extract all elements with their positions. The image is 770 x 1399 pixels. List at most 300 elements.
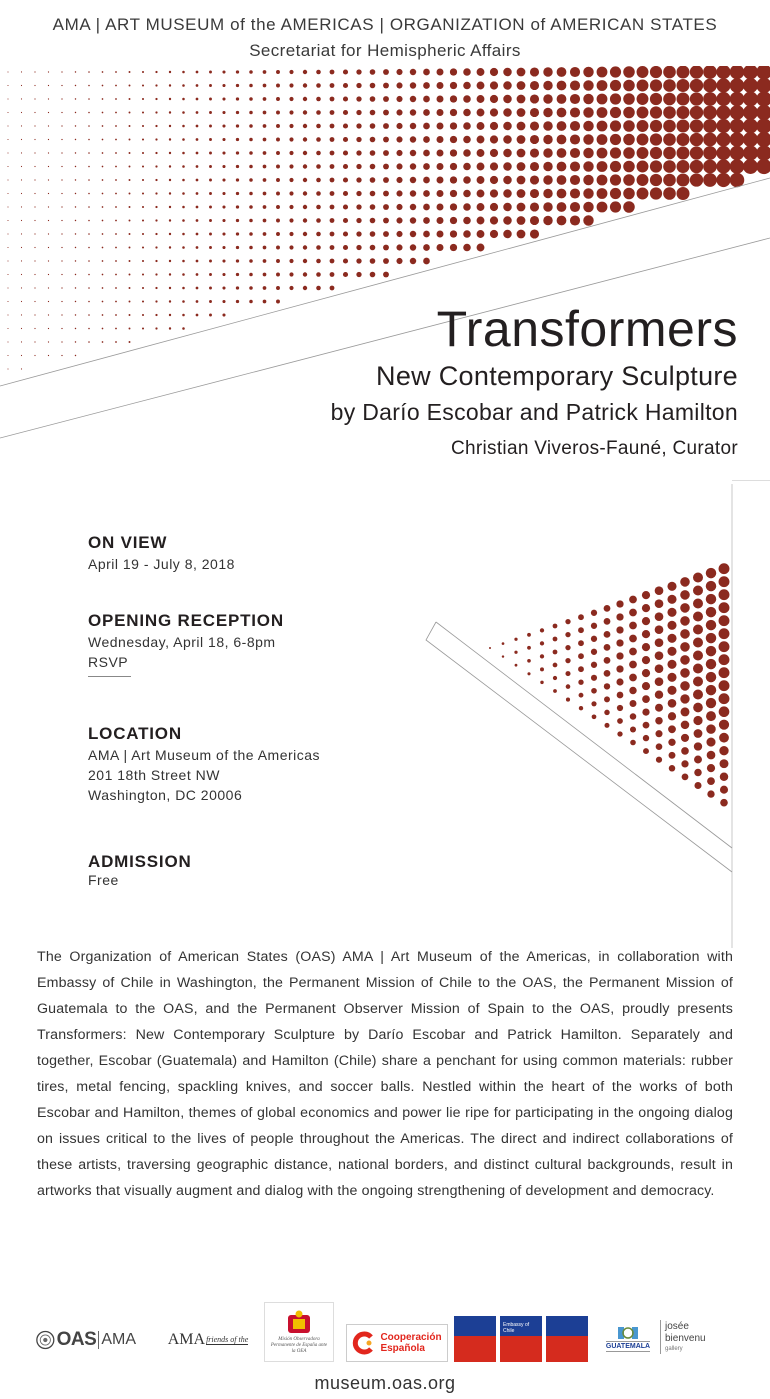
halftone-dot xyxy=(182,179,185,182)
halftone-dot xyxy=(703,92,717,106)
halftone-dot xyxy=(557,162,567,172)
halftone-dot xyxy=(61,71,62,72)
halftone-dot xyxy=(540,667,544,671)
halftone-dot xyxy=(668,699,677,708)
halftone-dot xyxy=(75,341,76,342)
halftone-dot xyxy=(570,107,580,117)
halftone-dot xyxy=(7,179,8,180)
halftone-dot xyxy=(115,139,117,141)
halftone-dot xyxy=(583,94,593,104)
halftone-dot xyxy=(463,230,471,238)
halftone-dot xyxy=(477,163,485,171)
halftone-dot xyxy=(102,247,104,249)
halftone-dot xyxy=(716,105,730,119)
halftone-dot xyxy=(570,202,580,212)
halftone-dot xyxy=(410,82,416,88)
halftone-dot xyxy=(694,756,702,764)
halftone-dot xyxy=(553,663,558,668)
halftone-dot xyxy=(410,96,416,102)
halftone-dot xyxy=(719,667,730,678)
halftone-dot xyxy=(490,176,498,184)
halftone-dot xyxy=(719,706,730,717)
halftone-dot xyxy=(75,112,76,113)
halftone-dot xyxy=(629,622,637,630)
halftone-dot xyxy=(155,84,157,86)
halftone-dot xyxy=(21,125,22,126)
halftone-dot xyxy=(263,232,267,236)
halftone-dot xyxy=(75,301,76,302)
halftone-dot xyxy=(34,193,35,194)
halftone-dot xyxy=(155,273,157,275)
halftone-dot xyxy=(663,187,676,200)
guatemala-text: GUATEMALA xyxy=(605,1342,651,1350)
halftone-dot xyxy=(680,629,690,639)
halftone-dot xyxy=(668,712,676,720)
halftone-dot xyxy=(61,179,62,180)
halftone-dot xyxy=(129,98,131,100)
halftone-dot xyxy=(343,231,348,236)
halftone-dot xyxy=(182,327,185,330)
halftone-dot xyxy=(303,83,307,87)
halftone-dot xyxy=(616,652,623,659)
halftone-dot xyxy=(75,206,76,207)
halftone-dot xyxy=(604,670,611,677)
halftone-dot xyxy=(503,176,512,185)
halftone-dot xyxy=(423,258,430,265)
halftone-dot xyxy=(370,123,376,129)
halftone-dot xyxy=(583,215,593,225)
halftone-dot xyxy=(289,124,293,128)
halftone-dot xyxy=(693,716,702,725)
halftone-dot xyxy=(383,164,389,170)
halftone-dot xyxy=(437,244,444,251)
admission-section xyxy=(88,852,408,888)
halftone-dot xyxy=(617,705,623,711)
halftone-dot xyxy=(21,85,22,86)
halftone-dot xyxy=(716,66,730,79)
halftone-dot xyxy=(703,119,717,133)
halftone-dot xyxy=(196,152,199,155)
halftone-dot xyxy=(463,149,471,157)
halftone-dot xyxy=(490,230,498,238)
halftone-dot xyxy=(557,189,567,199)
halftone-dot xyxy=(209,206,212,209)
halftone-dot xyxy=(48,71,49,72)
halftone-dot xyxy=(75,193,76,194)
halftone-dot xyxy=(410,136,416,142)
halftone-dot xyxy=(517,162,526,171)
halftone-dot xyxy=(680,681,690,691)
halftone-dot xyxy=(75,247,76,248)
halftone-dot xyxy=(655,612,664,621)
halftone-dot xyxy=(75,85,76,86)
halftone-dot xyxy=(530,108,539,117)
halftone-dot xyxy=(155,287,157,289)
halftone-dot xyxy=(668,725,676,733)
halftone-dot xyxy=(182,233,185,236)
halftone-dot xyxy=(289,191,293,195)
halftone-dot xyxy=(503,203,512,212)
halftone-dot xyxy=(616,678,623,685)
halftone-dot xyxy=(693,598,703,608)
halftone-dot xyxy=(693,663,703,673)
halftone-dot xyxy=(423,231,430,238)
halftone-dot xyxy=(343,96,348,101)
halftone-dot xyxy=(623,120,635,132)
header-line1: AMA | ART MUSEUM of the AMERICAS | ORGANIZATION of AMERICAN STATES xyxy=(52,15,718,34)
halftone-dot xyxy=(591,636,597,642)
halftone-dot xyxy=(169,233,171,235)
halftone-dot xyxy=(61,166,62,167)
halftone-dot xyxy=(515,664,518,667)
halftone-dot xyxy=(48,85,49,86)
halftone-dot xyxy=(343,258,348,263)
halftone-dot xyxy=(656,757,662,763)
halftone-dot xyxy=(61,98,62,99)
halftone-dot xyxy=(196,84,199,87)
halftone-dot xyxy=(530,67,539,76)
halftone-dot xyxy=(182,246,185,249)
ama-friends-logo[interactable] xyxy=(165,1324,251,1356)
halftone-dot xyxy=(463,68,471,76)
halftone-dot xyxy=(263,165,267,169)
halftone-dot xyxy=(370,150,376,156)
halftone-dot xyxy=(102,260,104,262)
halftone-dot xyxy=(34,260,35,261)
halftone-dot xyxy=(142,98,144,100)
halftone-dot xyxy=(169,71,171,73)
halftone-dot xyxy=(222,273,225,276)
halftone-dot xyxy=(155,206,157,208)
halftone-dot xyxy=(690,106,703,119)
halftone-dot xyxy=(530,229,539,238)
halftone-dot xyxy=(719,720,729,730)
halftone-dot xyxy=(222,300,225,303)
halftone-dot xyxy=(263,124,267,128)
halftone-dot xyxy=(643,748,649,754)
halftone-dot xyxy=(642,695,650,703)
halftone-dot xyxy=(182,314,185,317)
halftone-dot xyxy=(681,721,690,730)
halftone-dot xyxy=(182,300,185,303)
halftone-dot xyxy=(680,603,690,613)
halftone-dot xyxy=(396,244,402,250)
opening-time: Wednesday, April 18, 6-8pm xyxy=(88,634,276,650)
halftone-dot xyxy=(383,231,389,237)
halftone-dot xyxy=(597,148,608,159)
halftone-dot xyxy=(142,138,144,140)
halftone-dot xyxy=(720,759,729,768)
halftone-dot xyxy=(703,79,717,93)
halftone-dot xyxy=(540,628,544,632)
halftone-dot xyxy=(48,220,49,221)
halftone-dot xyxy=(477,68,485,76)
halftone-dot xyxy=(517,203,526,212)
halftone-dot xyxy=(236,286,239,289)
halftone-dot xyxy=(182,71,185,74)
halftone-dot xyxy=(719,746,728,755)
halftone-dot xyxy=(263,273,267,277)
halftone-dot xyxy=(743,66,758,79)
halftone-dot xyxy=(48,301,49,302)
halftone-dot xyxy=(583,67,593,77)
halftone-dot xyxy=(437,163,444,170)
halftone-dot xyxy=(719,589,730,600)
halftone-dot xyxy=(591,623,597,629)
halftone-dot xyxy=(343,218,348,223)
halftone-dot xyxy=(543,175,552,184)
halftone-dot xyxy=(75,152,76,153)
halftone-dot xyxy=(48,341,49,342)
halftone-dot xyxy=(7,341,8,342)
halftone-dot xyxy=(356,177,361,182)
halftone-dot xyxy=(303,124,307,128)
halftone-dot xyxy=(503,108,512,117)
halftone-dot xyxy=(655,586,664,595)
halftone-dot xyxy=(706,711,716,721)
halftone-dot xyxy=(61,206,62,207)
halftone-dot xyxy=(707,764,715,772)
halftone-dot xyxy=(578,666,584,672)
halftone-dot xyxy=(370,83,376,89)
halftone-dot xyxy=(61,85,62,86)
halftone-dot xyxy=(330,97,335,102)
halftone-dot xyxy=(437,217,444,224)
halftone-dot xyxy=(249,192,253,196)
halftone-dot xyxy=(21,274,22,275)
halftone-dot xyxy=(115,260,117,262)
halftone-dot xyxy=(570,134,580,144)
halftone-dot xyxy=(303,259,307,263)
halftone-dot xyxy=(7,152,8,153)
halftone-dot xyxy=(129,341,131,343)
halftone-dot xyxy=(289,272,293,276)
halftone-dot xyxy=(88,287,90,289)
halftone-dot xyxy=(690,79,703,92)
halftone-dot xyxy=(514,651,517,654)
halftone-dot xyxy=(316,272,321,277)
halftone-dot xyxy=(21,98,22,99)
halftone-dot xyxy=(383,272,389,278)
halftone-dot xyxy=(48,287,49,288)
halftone-dot xyxy=(222,178,225,181)
halftone-dot xyxy=(623,161,635,173)
halftone-dot xyxy=(48,247,49,248)
halftone-dot xyxy=(677,106,690,119)
halftone-dot xyxy=(316,218,321,223)
halftone-dot xyxy=(316,178,321,183)
halftone-dot xyxy=(142,165,144,167)
halftone-dot xyxy=(303,205,307,209)
halftone-dot xyxy=(222,111,225,114)
halftone-dot xyxy=(236,178,239,181)
halftone-dot xyxy=(410,69,416,75)
halftone-dot xyxy=(396,177,402,183)
halftone-dot xyxy=(209,219,212,222)
halftone-dot xyxy=(677,79,690,92)
halftone-dot xyxy=(34,112,35,113)
chile-mission-logo-2[interactable] xyxy=(546,1316,588,1362)
halftone-dot xyxy=(102,139,104,141)
halftone-dot xyxy=(343,191,348,196)
guatemala-crest-icon xyxy=(618,1325,638,1341)
halftone-dot xyxy=(61,301,62,302)
halftone-dot xyxy=(222,70,225,73)
guatemala-logo[interactable] xyxy=(600,1318,656,1358)
halftone-dot xyxy=(565,645,570,650)
halftone-dot xyxy=(356,96,361,101)
halftone-dot xyxy=(450,244,457,251)
halftone-dot xyxy=(61,260,62,261)
halftone-dot xyxy=(527,633,531,637)
halftone-dot xyxy=(249,178,253,182)
halftone-dot xyxy=(623,174,635,186)
halftone-dot xyxy=(477,230,485,238)
halftone-dot xyxy=(477,190,485,198)
halftone-dot xyxy=(209,98,212,101)
halftone-dot xyxy=(155,71,157,73)
footer-url[interactable]: museum.oas.org xyxy=(314,1373,456,1393)
halftone-dot xyxy=(169,327,171,329)
rsvp-link[interactable]: RSVP xyxy=(88,652,131,677)
halftone-dot xyxy=(489,647,491,649)
halftone-dot xyxy=(343,150,348,155)
halftone-dot xyxy=(169,165,171,167)
halftone-dot xyxy=(289,232,293,236)
halftone-dot xyxy=(169,179,171,181)
halftone-dot xyxy=(303,286,307,290)
halftone-dot xyxy=(642,617,650,625)
halftone-dot xyxy=(543,81,552,90)
halftone-dot xyxy=(115,206,117,208)
halftone-dot xyxy=(61,287,62,288)
halftone-dot xyxy=(450,176,457,183)
halftone-dot xyxy=(129,220,131,222)
halftone-dot xyxy=(142,287,144,289)
halftone-dot xyxy=(182,273,185,276)
halftone-dot xyxy=(75,328,76,329)
chile-embassy-logo[interactable] xyxy=(500,1316,542,1362)
halftone-dot xyxy=(730,146,745,161)
halftone-dot xyxy=(249,138,253,142)
halftone-dot xyxy=(48,260,49,261)
location-section xyxy=(88,723,408,805)
halftone-dot xyxy=(667,660,676,669)
header xyxy=(0,12,770,64)
halftone-dot xyxy=(604,710,609,715)
halftone-dot xyxy=(716,119,730,133)
halftone-dot xyxy=(503,95,512,104)
halftone-dot xyxy=(396,109,402,115)
halftone-dot xyxy=(196,233,199,236)
halftone-dot xyxy=(196,246,199,249)
halftone-dot xyxy=(530,94,539,103)
halftone-dot xyxy=(169,98,171,100)
halftone-dot xyxy=(463,82,471,90)
halftone-dot xyxy=(396,190,402,196)
halftone-dot xyxy=(437,96,444,103)
halftone-dot xyxy=(249,219,253,223)
halftone-dot xyxy=(330,218,335,223)
halftone-dot xyxy=(690,133,703,146)
halftone-dot xyxy=(316,259,321,264)
halftone-dot xyxy=(75,125,76,126)
halftone-dot xyxy=(477,109,485,117)
halftone-dot xyxy=(182,138,185,141)
halftone-dot xyxy=(7,260,8,261)
halftone-dot xyxy=(450,217,457,224)
halftone-dot xyxy=(263,138,267,142)
halftone-dot xyxy=(650,66,662,78)
halftone-dot xyxy=(75,98,76,99)
halftone-dot xyxy=(503,162,512,171)
halftone-dot xyxy=(706,685,716,695)
halftone-dot xyxy=(316,205,321,210)
halftone-dot xyxy=(383,69,389,75)
halftone-dot xyxy=(88,233,90,235)
halftone-dot xyxy=(209,260,212,263)
halftone-dot xyxy=(370,164,376,170)
halftone-dot xyxy=(623,188,635,200)
halftone-dot xyxy=(356,191,361,196)
halftone-dot xyxy=(48,125,49,126)
halftone-dot xyxy=(182,192,185,195)
josee-bienvenu-gallery-logo[interactable] xyxy=(660,1320,732,1354)
halftone-dot xyxy=(706,724,716,734)
halftone-dot xyxy=(490,189,498,197)
halftone-dot xyxy=(557,81,567,91)
halftone-dot xyxy=(557,148,567,158)
halftone-dot xyxy=(88,247,90,249)
halftone-dot xyxy=(503,230,512,239)
spain-mission-logo[interactable] xyxy=(264,1302,334,1362)
halftone-dot xyxy=(629,609,637,617)
halftone-dot xyxy=(669,752,676,759)
halftone-dot xyxy=(650,93,662,105)
halftone-dot xyxy=(383,150,389,156)
halftone-dot xyxy=(263,300,267,304)
cooperacion-espanola-logo[interactable] xyxy=(346,1324,448,1362)
halftone-dot xyxy=(209,111,212,114)
halftone-dot xyxy=(623,134,635,146)
halftone-dot xyxy=(553,676,557,680)
halftone-dot xyxy=(616,665,623,672)
halftone-dot xyxy=(690,146,703,159)
halftone-dot xyxy=(637,107,649,119)
halftone-dot xyxy=(169,314,171,316)
halftone-dot xyxy=(276,205,280,209)
halftone-dot xyxy=(129,179,131,181)
halftone-dot xyxy=(343,110,348,115)
halftone-dot xyxy=(517,230,526,239)
halftone-dot xyxy=(343,204,348,209)
halftone-dot xyxy=(34,85,35,86)
halftone-dot xyxy=(450,230,457,237)
halftone-dot xyxy=(356,272,361,277)
chile-mission-logo-1[interactable] xyxy=(454,1316,496,1362)
halftone-dot xyxy=(7,314,8,315)
halftone-dot xyxy=(88,260,90,262)
halftone-dot xyxy=(75,260,76,261)
halftone-dot xyxy=(677,174,690,187)
halftone-dot xyxy=(650,133,662,145)
halftone-dot xyxy=(477,217,485,225)
halftone-dot xyxy=(637,161,649,173)
halftone-dot xyxy=(182,206,185,209)
oas-ama-logo[interactable] xyxy=(36,1326,136,1354)
halftone-dot xyxy=(756,145,770,160)
halftone-dot xyxy=(591,688,597,694)
